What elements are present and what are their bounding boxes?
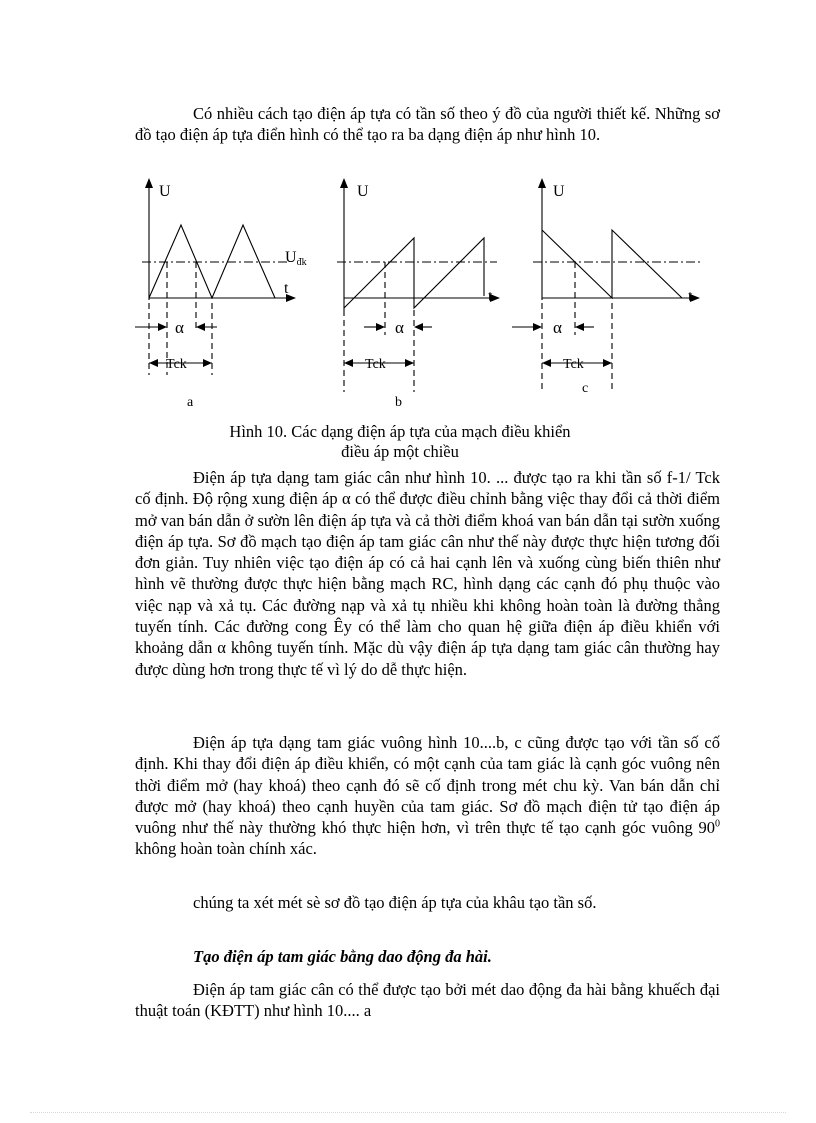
panel-c-y-axis-label: U — [553, 183, 565, 200]
panel-a-caption-letter: a — [187, 395, 194, 410]
control-voltage-label: Uđk — [285, 249, 307, 268]
panel-a-y-axis-label: U — [159, 183, 171, 200]
waveform-diagram — [120, 170, 720, 420]
panel-a-x-axis-label: t — [284, 280, 289, 297]
panel-b-caption-letter: b — [395, 395, 402, 410]
panel-c-waveform — [512, 178, 700, 392]
panel-a-alpha-label: α — [175, 318, 184, 337]
superscript-degree: 0 — [715, 818, 720, 830]
panel-c-caption-letter: c — [582, 381, 589, 396]
panel-b-waveform — [337, 178, 500, 392]
paragraph-right-triangle: Điện áp tựa dạng tam giác vuông hình 10....b, c cũng được tạo với tần số cố định. Khi thay đổi điện áp điều khiển, có một cạnh của tam giác là cạnh góc vuông nên thời điểm mở (hay khoá) theo cạnh đó sẽ cố định trong mét chu kỳ. Van bán dẫn chỉ được mở (hay khoá) theo cạnh huyền của tam giác. Sơ đồ mạch điện tử tạo điện áp vuông như thế này thường khó thực hiện hơn, vì trên thực tế tạo cạnh góc vuông $90^0$ không hoàn toàn chính xác. — [135, 733, 720, 859]
figure-caption-line-2: điều áp một chiều — [341, 442, 459, 461]
figure-caption-line-1: Hình 10. Các dạng điện áp tựa của mạch điều khiển — [229, 422, 571, 441]
panel-a-waveform — [135, 178, 296, 375]
panel-a-period-label: Tck — [166, 357, 187, 372]
panel-c-alpha-label: α — [553, 318, 562, 337]
panel-b-alpha-label: α — [395, 318, 404, 337]
figure-10-sawtooth-waveforms — [120, 170, 720, 420]
section-heading: Tạo điện áp tam giác bằng dao động đa hài. — [193, 947, 492, 966]
paragraph-isosceles-triangle: Điện áp tựa dạng tam giác cân như hình 10. ... được tạo ra khi tần số f-1/ Tck cố định. Độ rộng xung điện áp α có thể được điều chỉnh bằng việc thay đổi cả thời điểm mở van bán dẫn ở sườn lên điện áp tựa và cả thời điểm khoá van bán dẫn tại sườn xuống điện áp tựa. Sơ đồ mạch tạo điện áp tam giác cân như thế này được thực hiện tương đối đơn giản. Tuy nhiên việc tạo điện áp có cả hai cạnh lên và xuống cùng biến thiên như hình vẽ thường được thực hiện bằng mạch RC, hình dạng các cạnh đó phụ thuộc vào việc nạp và xả tụ. Các đường nạp và xả tụ nhiều khi không hoàn toàn là đường thẳng tuyến tính. Các đường cong Êy có thể làm cho quan hệ giữa điện áp điều khiển với khoảng dẫn α không tuyến tính. Mặc dù vậy điện áp tựa dạng tam giác cân thường hay được dùng hơn trong thực tế vì lý do dễ thực hiện. — [135, 468, 720, 679]
panel-c-period-label: Tck — [563, 357, 584, 372]
panel-b-y-axis-label: U — [357, 183, 369, 200]
panel-c-x-axis-label: t — [688, 288, 693, 305]
paragraph-intro: Có nhiều cách tạo điện áp tựa có tần số theo ý đồ của người thiết kế. Những sơ đồ tạo điện áp tựa điển hình có thể tạo ra ba dạng điện áp như hình 10. — [135, 104, 720, 145]
page-footer-divider — [30, 1112, 786, 1113]
paragraph-next-section-intro: chúng ta xét mét sè sơ đồ tạo điện áp tựa của khâu tạo tần số. — [193, 893, 597, 912]
paragraph-multivibrator: Điện áp tam giác cân có thể được tạo bởi mét dao động đa hài bằng khuếch đại thuật toán (KĐTT) như hình 10.... a — [135, 980, 720, 1021]
panel-b-period-label: Tck — [365, 357, 386, 372]
panel-b-x-axis-label: t — [488, 288, 493, 305]
